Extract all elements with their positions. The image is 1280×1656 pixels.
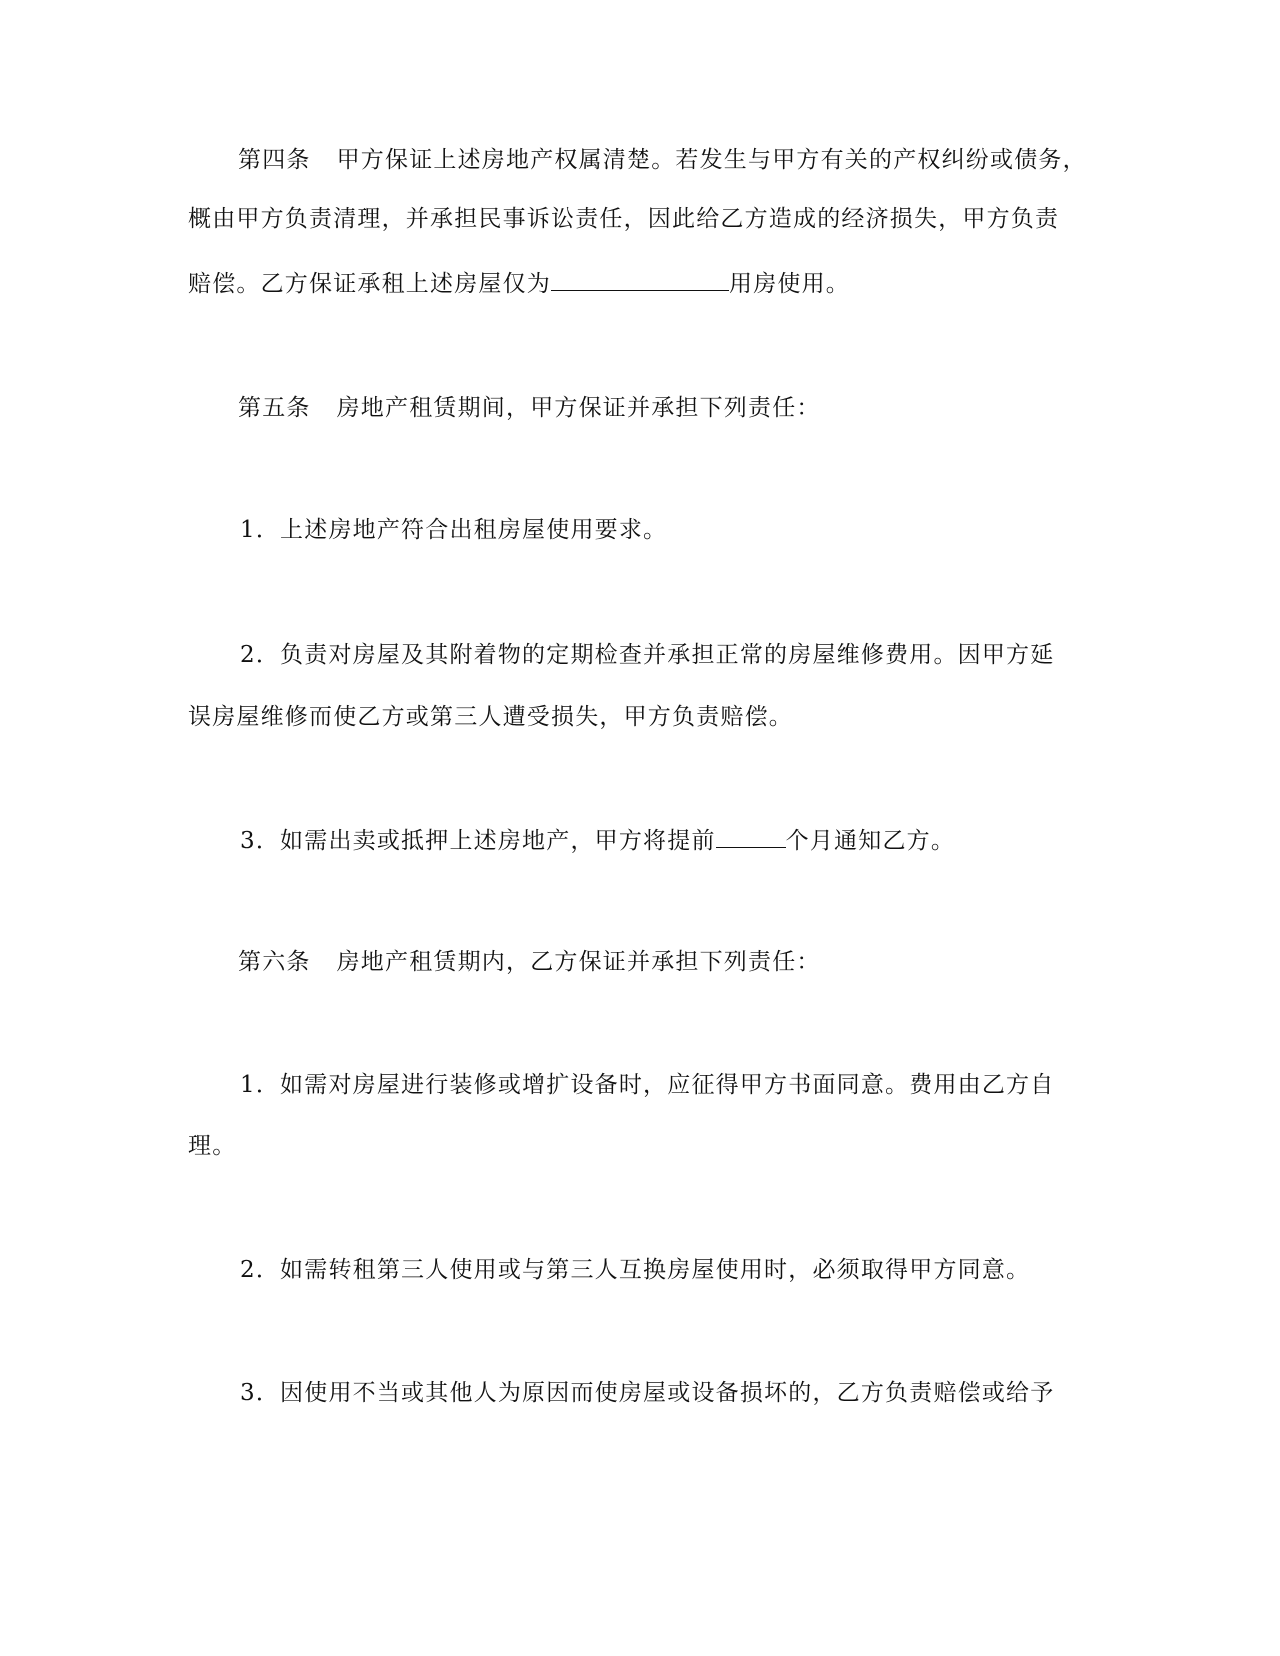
article6-item3-text: 因使用不当或其他人为原因而使房屋或设备损坏的，乙方负责赔偿或给予 xyxy=(280,1380,1055,1406)
article5-item3-before: 如需出卖或抵押上述房地产，甲方将提前 xyxy=(280,828,716,854)
article6-text: 房地产租赁期内，乙方保证并承担下列责任： xyxy=(336,949,821,975)
article6-item2-text: 如需转租第三人使用或与第三人互换房屋使用时，必须取得甲方同意。 xyxy=(280,1257,1031,1283)
article6-item2 xyxy=(240,1254,1140,1286)
article6-item1-line1 xyxy=(240,1069,1140,1101)
article6-item1-num: 1． xyxy=(240,1072,281,1098)
months-blank xyxy=(716,823,786,848)
article5-heading: 第五条 xyxy=(238,395,311,421)
article5-item2-line2: 误房屋维修而使乙方或第三人遭受损失，甲方负责赔偿。 xyxy=(188,704,793,730)
article6-item3-num: 3． xyxy=(240,1380,281,1406)
article5-item1-text: 上述房地产符合出租房屋使用要求。 xyxy=(280,517,668,543)
article4-line3-after: 用房使用。 xyxy=(729,271,850,297)
article5-text: 房地产租赁期间，甲方保证并承担下列责任： xyxy=(336,395,821,421)
article5-item3-after: 个月通知乙方。 xyxy=(785,828,956,854)
article6-heading: 第六条 xyxy=(238,949,311,975)
article5-item3-num: 3． xyxy=(240,828,281,854)
article4-heading: 第四条 xyxy=(238,147,311,173)
article4-text-line1: 甲方保证上述房地产权属清楚。若发生与甲方有关的产权纠纷或债务， xyxy=(336,147,1087,173)
article5-item3 xyxy=(240,823,1140,857)
article5-line xyxy=(238,392,1138,424)
article6-item1-line2: 理。 xyxy=(188,1133,237,1159)
article6-item2-num: 2． xyxy=(240,1257,281,1283)
article5-item1 xyxy=(240,514,1140,546)
article5-item2-num: 2． xyxy=(240,642,281,668)
article4-line3 xyxy=(188,266,1088,300)
article4-line2: 概由甲方负责清理，并承担民事诉讼责任，因此给乙方造成的经济损失，甲方负责 xyxy=(188,206,1060,232)
article6-item3 xyxy=(240,1377,1140,1409)
article6-item1-text-line1: 如需对房屋进行装修或增扩设备时，应征得甲方书面同意。费用由乙方自 xyxy=(280,1072,1055,1098)
article4-line1 xyxy=(238,144,1138,176)
article5-item2-text-line1: 负责对房屋及其附着物的定期检查并承担正常的房屋维修费用。因甲方延 xyxy=(280,642,1055,668)
usage-blank xyxy=(551,266,729,291)
article5-item2-line1 xyxy=(240,639,1140,671)
article6-line xyxy=(238,946,1138,978)
article4-line3-before: 赔偿。乙方保证承租上述房屋仅为 xyxy=(188,271,551,297)
article5-item1-num: 1． xyxy=(240,517,281,543)
